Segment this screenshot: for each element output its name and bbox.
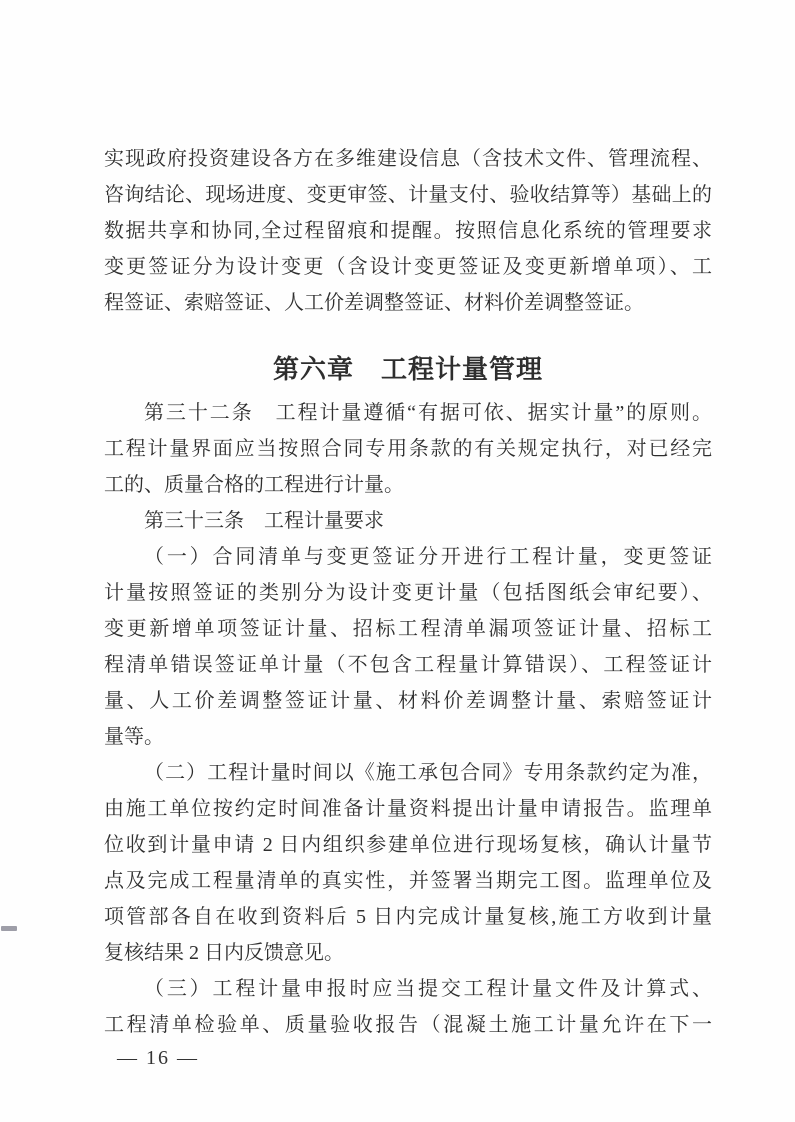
- text-line: 项管部各自在收到资料后 5 日内完成计量复核,施工方收到计量: [104, 906, 712, 928]
- text-line: 实现政府投资建设各方在多维建设信息（含技术文件、管理流程、: [104, 148, 712, 170]
- text-line: 第三十二条 工程计量遵循“有据可依、据实计量”的原则。: [144, 402, 712, 424]
- text-line: 变更签证分为设计变更（含设计变更签证及变更新增单项）、工: [104, 256, 712, 278]
- scan-artifact-mark: [1, 926, 17, 931]
- text-line: 工程计量界面应当按照合同专用条款的有关规定执行，对已经完: [104, 438, 712, 460]
- chapter-heading: 第六章 工程计量管理: [272, 355, 543, 384]
- page-number: — 16 —: [117, 1047, 199, 1069]
- text-line: 工的、质量合格的工程进行计量。: [104, 474, 404, 496]
- text-line: 计量按照签证的类别分为设计变更计量（包括图纸会审纪要）、: [104, 582, 712, 604]
- text-line: 程清单错误签证单计量（不包含工程量计算错误）、工程签证计: [104, 654, 712, 676]
- text-line: 工程清单检验单、质量验收报告（混凝土施工计量允许在下一: [104, 1014, 712, 1036]
- text-block: [104, 141, 712, 1043]
- text-line: （二）工程计量时间以《施工承包合同》专用条款约定为准，: [144, 762, 712, 784]
- text-line: 由施工单位按约定时间准备计量资料提出计量申请报告。监理单: [104, 798, 712, 820]
- text-line: 量、人工价差调整签证计量、材料价差调整计量、索赔签证计: [104, 690, 712, 712]
- text-line: 程签证、索赔签证、人工价差调整签证、材料价差调整签证。: [104, 292, 644, 314]
- text-line: 复核结果 2 日内反馈意见。: [104, 942, 344, 964]
- text-line: 位收到计量申请 2 日内组织参建单位进行现场复核，确认计量节: [104, 834, 712, 856]
- text-line: （三）工程计量申报时应当提交工程计量文件及计算式、: [144, 978, 712, 1000]
- text-line: 第三十三条 工程计量要求: [144, 510, 384, 532]
- text-line: （一）合同清单与变更签证分开进行工程计量，变更签证: [144, 546, 712, 568]
- text-line: 变更新增单项签证计量、招标工程清单漏项签证计量、招标工: [104, 618, 712, 640]
- text-line: 数据共享和协同,全过程留痕和提醒。按照信息化系统的管理要求: [104, 220, 712, 242]
- text-line: 咨询结论、现场进度、变更审签、计量支付、验收结算等）基础上的: [104, 184, 712, 206]
- text-line: 量等。: [104, 726, 164, 748]
- text-line: 点及完成工程量清单的真实性，并签署当期完工图。监理单位及: [104, 870, 712, 892]
